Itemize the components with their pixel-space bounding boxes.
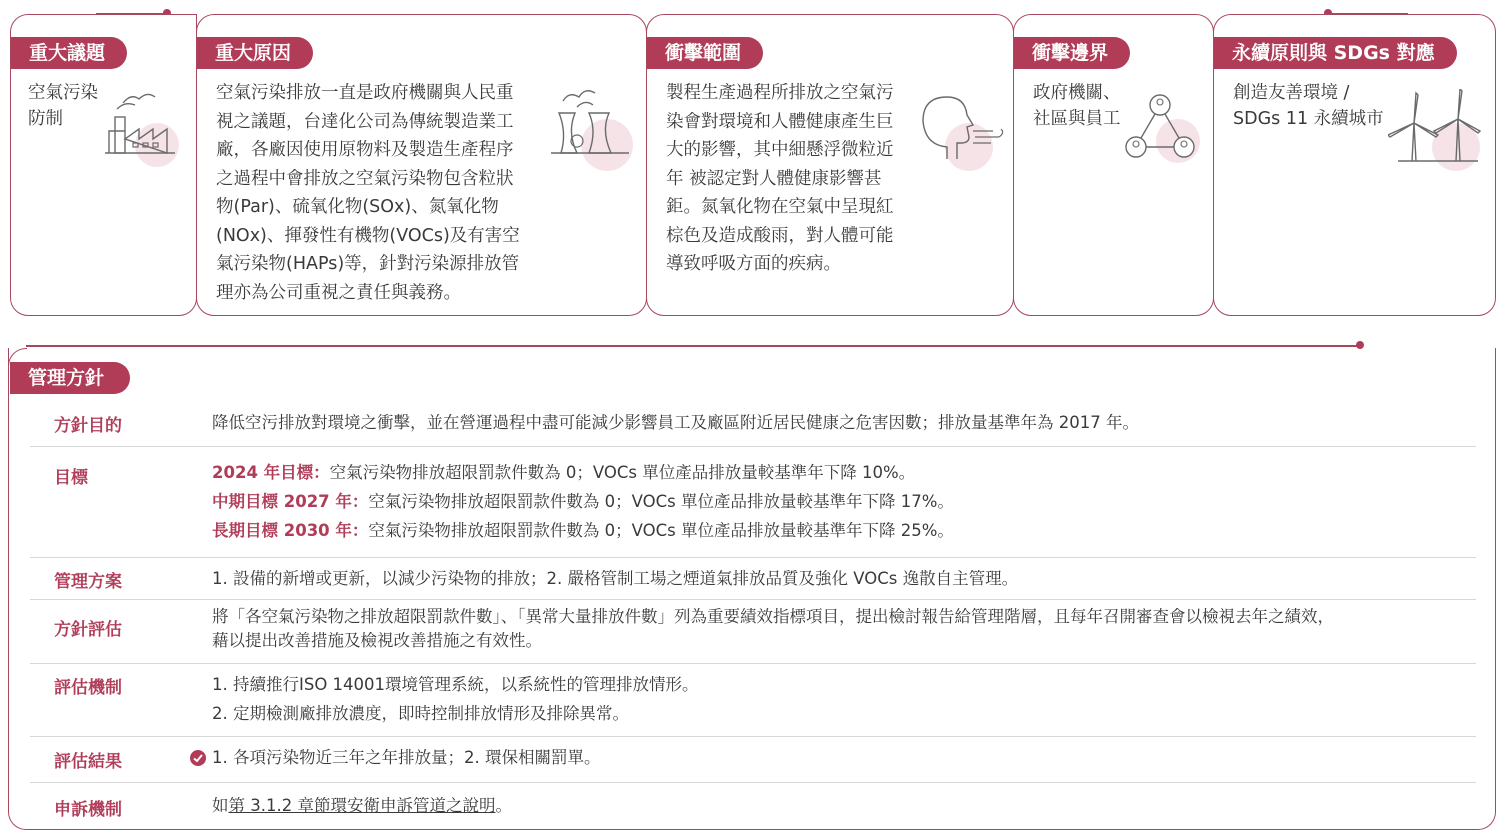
card-tag: 永續原則與 SDGs 對應 bbox=[1214, 37, 1457, 69]
card-impact-scope bbox=[646, 14, 1014, 316]
factory-icon bbox=[105, 83, 185, 177]
row-management-plan bbox=[30, 558, 1476, 600]
card-material-topic bbox=[10, 14, 197, 316]
row-evaluation-mechanism bbox=[30, 664, 1476, 737]
card-impact-boundary bbox=[1013, 14, 1214, 316]
card-text: 政府機關、 社區與員工 bbox=[1033, 83, 1121, 129]
row-label: 目標 bbox=[54, 468, 88, 488]
row-label: 方針目的 bbox=[54, 416, 122, 436]
card-text: 空氣污染排放一直是政府機關與人民重 視之議題，台達化公司為傳統製造業工 廠，各廠因使用原物料及製造生產程序 之過程中會排放之空氣污染物包含粒狀 物(Par)、硫氧化物(SOx)、氮氧化物 (NOx)、揮發性有機物(VOCs)及有害空 氣污染物(HAPs)等，針對污染源排放管 理亦為公司重視之責任與義務。 bbox=[216, 83, 520, 303]
row-content bbox=[212, 458, 1476, 545]
card-tag: 重大原因 bbox=[197, 37, 313, 69]
check-circle-icon bbox=[189, 749, 207, 771]
card-sdgs bbox=[1213, 14, 1496, 316]
card-text: 空氣污染 防制 bbox=[28, 83, 98, 129]
row-label: 申訴機制 bbox=[54, 800, 122, 820]
mgmt-top-line bbox=[26, 345, 1360, 347]
goal-2027: 中期目標 2027 年：空氣污染物排放超限罰款件數為 0；VOCs 單位產品排放量較基準年下降 17%。 bbox=[212, 492, 954, 511]
row-goals bbox=[30, 447, 1476, 558]
row-content: 1. 各項污染物近三年之年排放量；2. 環保相關罰單。 bbox=[212, 748, 601, 767]
breathing-head-icon bbox=[917, 89, 1007, 183]
row-content: 1. 持續推行ISO 14001環境管理系統，以系統性的管理排放情形。 2. 定期檢測廠排放濃度，即時控制排放情形及排除異常。 bbox=[212, 675, 699, 723]
row-label: 評估結果 bbox=[54, 752, 122, 772]
card-tag: 衝擊邊界 bbox=[1014, 37, 1130, 69]
card-text: 製程生產過程所排放之空氣污 染會對環境和人體健康產生巨 大的影響，其中細懸浮微粒近 年 被認定對人體健康影響甚 鉅。氮氧化物在空氣中呈現紅 棕色及造成酸雨，對人體可能 導致呼吸方面的疾病。 bbox=[666, 83, 894, 274]
row-label: 方針評估 bbox=[54, 620, 122, 640]
card-tag: 衝擊範圍 bbox=[647, 37, 763, 69]
nuclear-plant-icon bbox=[549, 83, 639, 177]
management-tag: 管理方針 bbox=[10, 362, 130, 394]
people-network-icon bbox=[1120, 89, 1206, 173]
card-material-reason bbox=[196, 14, 647, 316]
card-text: 創造友善環境 / SDGs 11 永續城市 bbox=[1233, 83, 1384, 129]
card-tag: 重大議題 bbox=[11, 37, 127, 69]
row-content: 1. 設備的新增或更新，以減少污染物的排放；2. 嚴格管制工場之煙道氣排放品質及強化 VOCs 逸散自主管理。 bbox=[212, 569, 1019, 588]
row-policy-purpose bbox=[30, 406, 1476, 447]
goal-2024: 2024 年目標：空氣污染物排放超限罰款件數為 0；VOCs 單位產品排放量較基準年下降 10%。 bbox=[212, 463, 916, 482]
row-evaluation-result bbox=[30, 737, 1476, 783]
row-content: 如第 3.1.2 章節環安衛申訴管道之說明。 bbox=[212, 796, 512, 815]
row-content: 將「各空氣污染物之排放超限罰款件數」、「異常大量排放件數」列為重要績效指標項目，提出檢討報告給管理階層，且每年召開審查會以檢視去年之績效， 藉以提出改善措施及檢視改善措施之有效性。 bbox=[212, 607, 1334, 650]
wind-turbine-icon bbox=[1388, 89, 1484, 183]
row-label: 評估機制 bbox=[54, 678, 122, 698]
row-policy-evaluation bbox=[30, 600, 1476, 664]
goal-2030: 長期目標 2030 年：空氣污染物排放超限罰款件數為 0；VOCs 單位產品排放量較基準年下降 25%。 bbox=[212, 521, 954, 540]
row-label: 管理方案 bbox=[54, 572, 122, 592]
row-content: 降低空污排放對環境之衝擊，並在營運過程中盡可能減少影響員工及廠區附近居民健康之危害因數；排放量基準年為 2017 年。 bbox=[212, 413, 1139, 432]
grievance-link[interactable]: 第 3.1.2 章節環安衛申訴管道之說明 bbox=[228, 796, 496, 815]
row-grievance bbox=[30, 783, 1476, 827]
